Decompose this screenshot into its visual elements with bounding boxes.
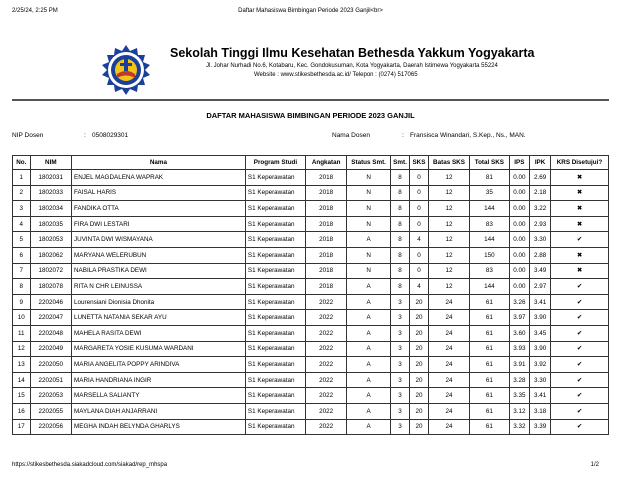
- cell-smt: 8: [390, 263, 409, 279]
- cell-status: A: [347, 232, 390, 248]
- cell-nama: MARYANA WELERUBUN: [72, 247, 246, 263]
- cell-status: A: [347, 403, 390, 419]
- cell-nama: MEGHA INDAH BELYNDA GHARLYS: [72, 419, 246, 435]
- cell-angkatan: 2022: [305, 372, 346, 388]
- table-row: [13, 294, 609, 310]
- cell-ips: 0.00: [509, 232, 530, 248]
- col-header-nama: Nama: [72, 156, 246, 170]
- cell-krs-status-icon: ✖: [550, 201, 608, 217]
- col-header-no: No.: [13, 156, 31, 170]
- cell-nama: MARGARETA YOSIE KUSUMA WARDANI: [72, 341, 246, 357]
- cell-total-sks: 61: [470, 341, 509, 357]
- table-row: [13, 247, 609, 263]
- cell-ips: 0.00: [509, 216, 530, 232]
- cell-nama: LUNETTA NATANIA SEKAR AYU: [72, 310, 246, 326]
- dosen-label: Nama Dosen: [332, 132, 370, 139]
- students-table: [12, 155, 609, 435]
- cell-status: A: [347, 419, 390, 435]
- cell-program: S1 Keperawatan: [245, 310, 305, 326]
- cell-nim: 1802033: [30, 185, 71, 201]
- cell-status: N: [347, 263, 390, 279]
- table-row: [13, 263, 609, 279]
- cell-no: 2: [13, 185, 31, 201]
- cell-ipk: 3.90: [530, 341, 551, 357]
- cell-nim: 2202047: [30, 310, 71, 326]
- cell-sks: 4: [410, 279, 429, 295]
- cell-total-sks: 35: [470, 185, 509, 201]
- cell-ipk: 3.92: [530, 357, 551, 373]
- cell-ipk: 3.41: [530, 388, 551, 404]
- cell-ipk: 2.97: [530, 279, 551, 295]
- cell-no: 5: [13, 232, 31, 248]
- cell-smt: 3: [390, 310, 409, 326]
- cell-krs-status-icon: ✔: [550, 388, 608, 404]
- cell-krs-status-icon: ✖: [550, 247, 608, 263]
- cell-angkatan: 2018: [305, 263, 346, 279]
- footer-page-number: 1/2: [590, 462, 599, 468]
- cell-nama: FAISAL HARIS: [72, 185, 246, 201]
- table-body: [13, 170, 609, 435]
- cell-total-sks: 61: [470, 403, 509, 419]
- cell-ips: 0.00: [509, 185, 530, 201]
- cell-sks: 4: [410, 232, 429, 248]
- cell-ipk: 2.93: [530, 216, 551, 232]
- cell-nim: 2202056: [30, 419, 71, 435]
- col-header-batas-sks: Batas SKS: [428, 156, 469, 170]
- col-header-angkatan: Angkatan: [305, 156, 346, 170]
- cell-sks: 0: [410, 201, 429, 217]
- cell-no: 6: [13, 247, 31, 263]
- cell-krs-status-icon: ✔: [550, 357, 608, 373]
- cell-smt: 3: [390, 294, 409, 310]
- col-header-status: Status Smt.: [347, 156, 390, 170]
- cell-nama: MARIA ANGELITA POPPY ARINDIVA: [72, 357, 246, 373]
- col-header-krs: KRS Disetujui?: [550, 156, 608, 170]
- cell-ips: 0.00: [509, 247, 530, 263]
- cell-ips: 3.97: [509, 310, 530, 326]
- cell-smt: 8: [390, 201, 409, 217]
- cell-program: S1 Keperawatan: [245, 372, 305, 388]
- cell-angkatan: 2022: [305, 325, 346, 341]
- cell-sks: 20: [410, 357, 429, 373]
- cell-batas-sks: 24: [428, 325, 469, 341]
- cell-no: 7: [13, 263, 31, 279]
- cell-nim: 1802053: [30, 232, 71, 248]
- cell-krs-status-icon: ✖: [550, 185, 608, 201]
- table-row: [13, 403, 609, 419]
- header-divider: [12, 99, 609, 101]
- cell-ipk: 2.18: [530, 185, 551, 201]
- cell-ipk: 2.69: [530, 170, 551, 186]
- cell-angkatan: 2018: [305, 232, 346, 248]
- cell-nama: MAHELA RASITA DEWI: [72, 325, 246, 341]
- cell-ipk: 3.18: [530, 403, 551, 419]
- table-row: [13, 341, 609, 357]
- cell-smt: 3: [390, 403, 409, 419]
- cell-no: 10: [13, 310, 31, 326]
- cell-smt: 3: [390, 388, 409, 404]
- cell-nama: NABILA PRASTIKA DEWI: [72, 263, 246, 279]
- cell-status: N: [347, 247, 390, 263]
- cell-ips: 3.91: [509, 357, 530, 373]
- cell-angkatan: 2022: [305, 357, 346, 373]
- cell-ipk: 3.49: [530, 263, 551, 279]
- nip-label: NIP Dosen: [12, 132, 44, 139]
- cell-total-sks: 83: [470, 263, 509, 279]
- cell-program: S1 Keperawatan: [245, 216, 305, 232]
- table-row: [13, 372, 609, 388]
- letterhead: [100, 40, 610, 100]
- cell-sks: 0: [410, 170, 429, 186]
- cell-angkatan: 2018: [305, 170, 346, 186]
- cell-status: A: [347, 294, 390, 310]
- cell-nama: RITA N CHR LEINUSSA: [72, 279, 246, 295]
- cell-program: S1 Keperawatan: [245, 232, 305, 248]
- col-header-ipk: IPK: [530, 156, 551, 170]
- dosen-value: Fransisca Winandari, S.Kep., Ns., MAN.: [410, 132, 526, 139]
- school-name: Sekolah Tinggi Ilmu Kesehatan Bethesda Yakkum Yogyakarta: [170, 46, 535, 60]
- cell-nim: 2202049: [30, 341, 71, 357]
- cell-smt: 8: [390, 185, 409, 201]
- cell-smt: 3: [390, 325, 409, 341]
- cell-angkatan: 2022: [305, 403, 346, 419]
- cell-smt: 8: [390, 247, 409, 263]
- cell-batas-sks: 12: [428, 216, 469, 232]
- cell-angkatan: 2022: [305, 294, 346, 310]
- cell-nama: JUVINTA DWI WISMAYANA: [72, 232, 246, 248]
- cell-sks: 0: [410, 216, 429, 232]
- cell-ips: 3.12: [509, 403, 530, 419]
- cell-ips: 0.00: [509, 170, 530, 186]
- cell-smt: 3: [390, 357, 409, 373]
- cell-ipk: 2.88: [530, 247, 551, 263]
- cell-batas-sks: 24: [428, 310, 469, 326]
- cell-sks: 20: [410, 325, 429, 341]
- cell-nim: 1802031: [30, 170, 71, 186]
- cell-status: A: [347, 388, 390, 404]
- cell-sks: 20: [410, 419, 429, 435]
- cell-krs-status-icon: ✔: [550, 310, 608, 326]
- cell-sks: 20: [410, 341, 429, 357]
- cell-status: N: [347, 201, 390, 217]
- cell-ips: 3.93: [509, 341, 530, 357]
- cell-batas-sks: 12: [428, 247, 469, 263]
- cell-total-sks: 61: [470, 310, 509, 326]
- cell-status: A: [347, 372, 390, 388]
- cell-ipk: 3.45: [530, 325, 551, 341]
- cell-no: 3: [13, 201, 31, 217]
- cell-program: S1 Keperawatan: [245, 357, 305, 373]
- cell-program: S1 Keperawatan: [245, 263, 305, 279]
- cell-total-sks: 61: [470, 294, 509, 310]
- document-title: DAFTAR MAHASISWA BIMBINGAN PERIODE 2023 GANJIL: [206, 111, 415, 120]
- cell-total-sks: 150: [470, 247, 509, 263]
- print-datetime: 2/25/24, 2:25 PM: [12, 8, 58, 14]
- cell-sks: 0: [410, 263, 429, 279]
- cell-no: 9: [13, 294, 31, 310]
- cell-total-sks: 144: [470, 232, 509, 248]
- cell-nama: MARIA HANDRIANA INGIR: [72, 372, 246, 388]
- col-header-sks: SKS: [410, 156, 429, 170]
- cell-angkatan: 2022: [305, 341, 346, 357]
- cell-smt: 3: [390, 341, 409, 357]
- cell-total-sks: 144: [470, 279, 509, 295]
- cell-nama: MARSELLA SALIANTY: [72, 388, 246, 404]
- table-row: [13, 357, 609, 373]
- cell-krs-status-icon: ✔: [550, 325, 608, 341]
- cell-batas-sks: 12: [428, 170, 469, 186]
- cell-ipk: 3.30: [530, 232, 551, 248]
- print-page-title: Daftar Mahasiswa Bimbingan Periode 2023 Ganjil<br>: [238, 8, 383, 14]
- cell-ips: 3.26: [509, 294, 530, 310]
- cell-krs-status-icon: ✖: [550, 216, 608, 232]
- cell-nim: 1802034: [30, 201, 71, 217]
- cell-total-sks: 61: [470, 419, 509, 435]
- cell-no: 17: [13, 419, 31, 435]
- cell-angkatan: 2018: [305, 201, 346, 217]
- cell-program: S1 Keperawatan: [245, 170, 305, 186]
- cell-krs-status-icon: ✔: [550, 403, 608, 419]
- cell-sks: 0: [410, 185, 429, 201]
- cell-nama: MAYLANA DIAH ANJARRANI: [72, 403, 246, 419]
- cell-batas-sks: 24: [428, 294, 469, 310]
- school-contact: Website : www.stikesbethesda.ac.id/ Telepon : (0274) 517065: [254, 72, 418, 78]
- table-row: [13, 232, 609, 248]
- cell-angkatan: 2022: [305, 310, 346, 326]
- cell-batas-sks: 12: [428, 279, 469, 295]
- cell-smt: 8: [390, 170, 409, 186]
- cell-program: S1 Keperawatan: [245, 279, 305, 295]
- cell-batas-sks: 12: [428, 185, 469, 201]
- cell-status: A: [347, 279, 390, 295]
- cell-sks: 20: [410, 294, 429, 310]
- cell-smt: 8: [390, 279, 409, 295]
- cell-batas-sks: 12: [428, 263, 469, 279]
- cell-ips: 0.00: [509, 201, 530, 217]
- dosen-separator: :: [402, 132, 404, 139]
- cell-sks: 0: [410, 247, 429, 263]
- cell-status: N: [347, 170, 390, 186]
- cell-batas-sks: 24: [428, 357, 469, 373]
- cell-ips: 3.60: [509, 325, 530, 341]
- col-header-nim: NIM: [30, 156, 71, 170]
- school-address: Jl. Johar Nurhadi No.6, Kotabaru, Kec. Gondokusuman, Kota Yogyakarta, Daerah Istimewa Yogyakarta 55224: [206, 63, 498, 69]
- cell-status: A: [347, 357, 390, 373]
- cell-angkatan: 2022: [305, 388, 346, 404]
- table-row: [13, 201, 609, 217]
- cell-program: S1 Keperawatan: [245, 403, 305, 419]
- cell-sks: 20: [410, 372, 429, 388]
- cell-no: 8: [13, 279, 31, 295]
- cell-nama: FANDIKA OTTA: [72, 201, 246, 217]
- table-row: [13, 419, 609, 435]
- cell-krs-status-icon: ✔: [550, 341, 608, 357]
- cell-status: N: [347, 185, 390, 201]
- nip-value: 0508029301: [92, 132, 129, 139]
- cell-no: 1: [13, 170, 31, 186]
- cell-nim: 1802078: [30, 279, 71, 295]
- school-logo: [100, 44, 152, 96]
- nip-separator: :: [84, 132, 86, 139]
- table-row: [13, 388, 609, 404]
- cell-batas-sks: 24: [428, 403, 469, 419]
- cell-total-sks: 81: [470, 170, 509, 186]
- cell-no: 11: [13, 325, 31, 341]
- table-row: [13, 170, 609, 186]
- cell-status: A: [347, 341, 390, 357]
- table-row: [13, 325, 609, 341]
- cell-sks: 20: [410, 388, 429, 404]
- cell-smt: 3: [390, 419, 409, 435]
- cell-ipk: 3.22: [530, 201, 551, 217]
- cell-krs-status-icon: ✔: [550, 232, 608, 248]
- cell-total-sks: 61: [470, 357, 509, 373]
- cell-nama: Lourensiani Dionisia Dhonita: [72, 294, 246, 310]
- cell-sks: 20: [410, 310, 429, 326]
- cell-smt: 3: [390, 372, 409, 388]
- col-header-program: Program Studi: [245, 156, 305, 170]
- cell-program: S1 Keperawatan: [245, 341, 305, 357]
- col-header-total-sks: Total SKS: [470, 156, 509, 170]
- cell-angkatan: 2018: [305, 247, 346, 263]
- cell-status: A: [347, 325, 390, 341]
- cell-program: S1 Keperawatan: [245, 294, 305, 310]
- cell-nama: ENJEL MAGDALENA WAPRAK: [72, 170, 246, 186]
- cell-total-sks: 83: [470, 216, 509, 232]
- cell-total-sks: 144: [470, 201, 509, 217]
- cell-krs-status-icon: ✖: [550, 263, 608, 279]
- cell-no: 16: [13, 403, 31, 419]
- cell-krs-status-icon: ✔: [550, 279, 608, 295]
- cell-program: S1 Keperawatan: [245, 185, 305, 201]
- cell-batas-sks: 24: [428, 372, 469, 388]
- cell-nim: 2202050: [30, 357, 71, 373]
- cell-total-sks: 61: [470, 325, 509, 341]
- cell-ipk: 3.30: [530, 372, 551, 388]
- cell-batas-sks: 12: [428, 201, 469, 217]
- col-header-smt: Smt.: [390, 156, 409, 170]
- cell-ips: 3.32: [509, 419, 530, 435]
- cell-ipk: 3.39: [530, 419, 551, 435]
- cell-nim: 1802072: [30, 263, 71, 279]
- cell-status: N: [347, 216, 390, 232]
- cell-program: S1 Keperawatan: [245, 247, 305, 263]
- cell-program: S1 Keperawatan: [245, 325, 305, 341]
- cell-nim: 2202046: [30, 294, 71, 310]
- cell-ips: 0.00: [509, 279, 530, 295]
- cell-no: 12: [13, 341, 31, 357]
- cell-nim: 1802062: [30, 247, 71, 263]
- cell-nim: 2202053: [30, 388, 71, 404]
- table-row: [13, 185, 609, 201]
- cell-angkatan: 2022: [305, 419, 346, 435]
- cell-krs-status-icon: ✔: [550, 294, 608, 310]
- cell-nim: 2202048: [30, 325, 71, 341]
- cell-total-sks: 61: [470, 388, 509, 404]
- cell-no: 14: [13, 372, 31, 388]
- cell-status: A: [347, 310, 390, 326]
- cell-angkatan: 2018: [305, 185, 346, 201]
- cell-smt: 8: [390, 232, 409, 248]
- cell-ips: 3.28: [509, 372, 530, 388]
- table-row: [13, 279, 609, 295]
- table-row: [13, 310, 609, 326]
- cell-ips: 3.35: [509, 388, 530, 404]
- cell-krs-status-icon: ✔: [550, 419, 608, 435]
- cell-program: S1 Keperawatan: [245, 201, 305, 217]
- table-row: [13, 216, 609, 232]
- cell-program: S1 Keperawatan: [245, 419, 305, 435]
- cell-krs-status-icon: ✔: [550, 372, 608, 388]
- cell-batas-sks: 24: [428, 388, 469, 404]
- cell-sks: 20: [410, 403, 429, 419]
- cell-total-sks: 61: [470, 372, 509, 388]
- cell-ipk: 3.41: [530, 294, 551, 310]
- cell-nim: 2202051: [30, 372, 71, 388]
- col-header-ips: IPS: [509, 156, 530, 170]
- cell-batas-sks: 12: [428, 232, 469, 248]
- cell-nama: FIRA DWI LESTARI: [72, 216, 246, 232]
- cell-no: 4: [13, 216, 31, 232]
- cell-program: S1 Keperawatan: [245, 388, 305, 404]
- cell-angkatan: 2018: [305, 216, 346, 232]
- cell-angkatan: 2018: [305, 279, 346, 295]
- cell-nim: 1802035: [30, 216, 71, 232]
- cell-batas-sks: 24: [428, 341, 469, 357]
- table-header-row: [13, 156, 609, 170]
- cell-no: 15: [13, 388, 31, 404]
- cell-krs-status-icon: ✖: [550, 170, 608, 186]
- cell-no: 13: [13, 357, 31, 373]
- cell-smt: 8: [390, 216, 409, 232]
- footer-url: https://stikesbethesda.siakadcloud.com/siakad/rep_mhspa: [12, 462, 168, 468]
- cell-ips: 0.00: [509, 263, 530, 279]
- cell-ipk: 3.90: [530, 310, 551, 326]
- cell-nim: 2202055: [30, 403, 71, 419]
- cell-batas-sks: 24: [428, 419, 469, 435]
